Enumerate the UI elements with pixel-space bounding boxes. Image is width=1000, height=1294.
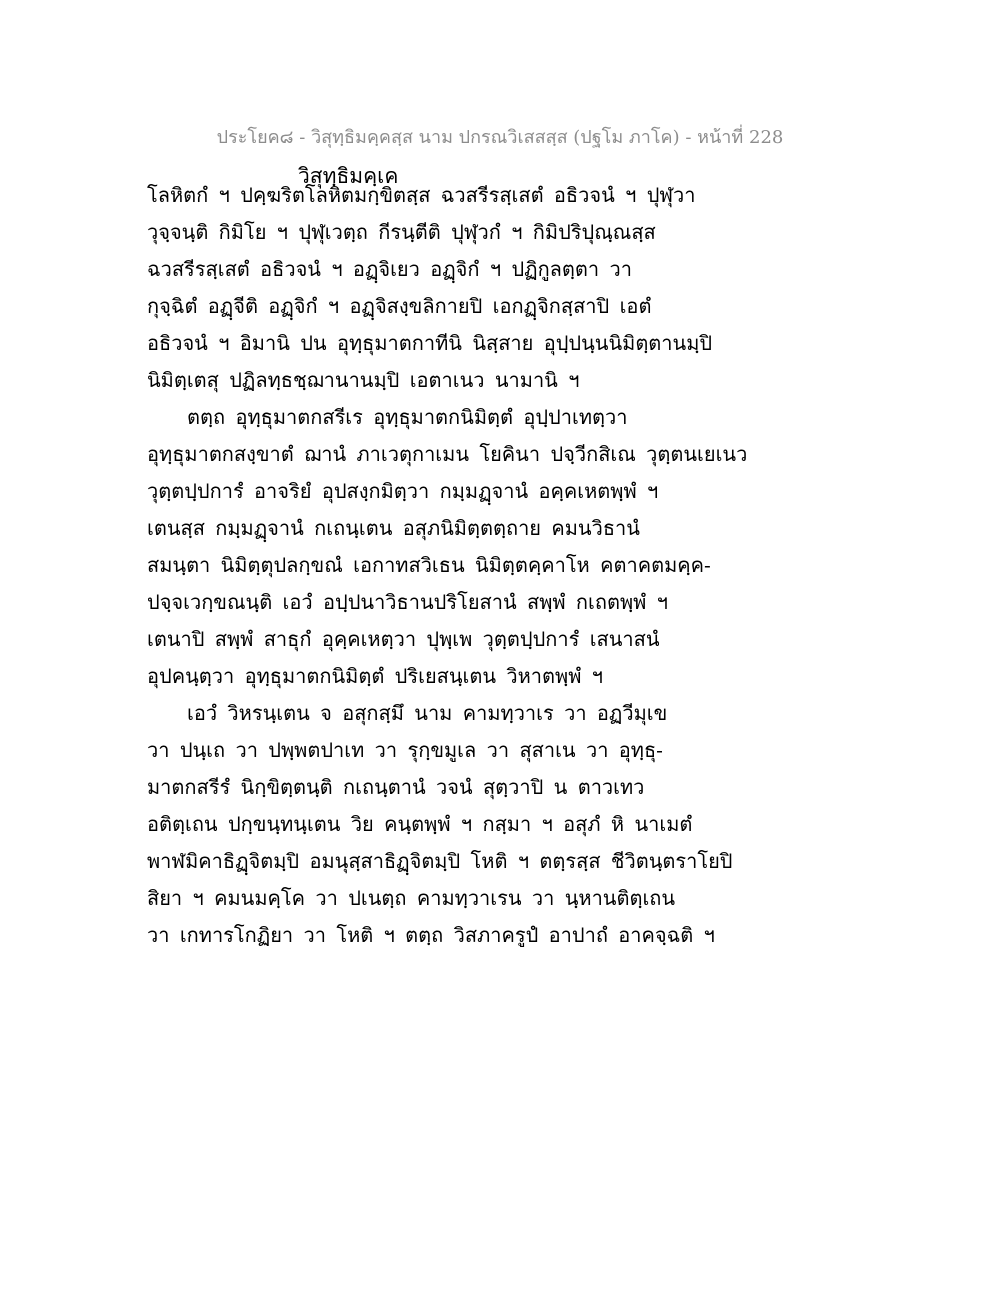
text-line: สิยา ฯ คมนมคฺโค วา ปเนตฺถ คามทฺวาเรน วา นฺหานติตฺเถน: [147, 886, 676, 910]
running-header: ประโยค๘ - วิสุทฺธิมคฺคสฺส นาม ปกรณวิเสสสฺส (ปฐโม ภาโค) - หน้าที่ 228: [216, 127, 784, 148]
text-line: อุทฺธุมาตกสงฺขาตํ ฌานํ ภาเวตุกาเมน โยคินา ปจฺวีกสิเณ วุตฺตนเยเนว: [147, 442, 748, 466]
text-line: เตนาปิ สพฺพํ สาธุกํ อุคฺคเหตฺวา ปุพฺเพ วุตฺตปฺปการํ เสนาสนํ: [147, 627, 660, 651]
text-line: ฉวสรีรสฺเสตํ อธิวจนํ ฯ อฏฺจิเยว อฏฺจิกํ ฯ ปฏิกูลตฺตา วา: [147, 257, 632, 281]
text-line: อุปคนฺตฺวา อุทฺธุมาตกนิมิตฺตํ ปริเยสนฺเตน วิหาตพฺพํ ฯ: [147, 664, 603, 688]
section-title: วิสุทฺธิมคฺเค: [298, 164, 399, 188]
text-line: วา ปนฺเถ วา ปพฺพตปาเท วา รุกฺขมูเล วา สุสาเน วา อุทฺธุ-: [147, 738, 663, 762]
text-line: มาตกสรีรํ นิกฺขิตฺตนฺติ กเถนฺตานํ วจนํ สุตฺวาปิ น ตาวเทว: [147, 775, 645, 799]
text-line: อธิวจนํ ฯ อิมานิ ปน อุทฺธุมาตกาทีนิ นิสฺสาย อุปฺปนฺนนิมิตฺตานมฺปิ: [147, 331, 713, 355]
text-line: วา เกทารโกฏิยา วา โหติ ฯ ตตฺถ วิสภาครูปํ อาปาถํ อาคจฺฉติ ฯ: [147, 923, 715, 947]
text-line: ปจฺจเวกฺขณนฺติ เอวํ อปฺปนาวิธานปริโยสานํ สพฺพํ กเถตพฺพํ ฯ: [147, 590, 668, 614]
text-line: เตนสฺส กมฺมฏฺจานํ กเถนฺเตน อสุภนิมิตฺตตฺถาย คมนวิธานํ: [147, 516, 640, 540]
text-line: พาฬมิคาธิฏฺจิตมฺปิ อมนุสฺสาธิฏฺจิตมฺปิ โหติ ฯ ตตฺรสฺส ชีวิตนฺตราโยปิ: [147, 849, 733, 873]
body-text: [147, 177, 867, 954]
text-line: วุตฺตปฺปการํ อาจริยํ อุปสงฺกมิตฺวา กมฺมฏฺจานํ อคฺคเหตพฺพํ ฯ: [147, 479, 659, 503]
text-line: วุจฺจนฺติ กิมิโย ฯ ปุฬุเวตฺถ กีรนฺตีติ ปุฬุวกํ ฯ กิมิปริปุณฺณสฺส: [147, 220, 656, 244]
text-line: โลหิตกํ ฯ ปคฺฆริตโลหิตมกฺขิตสฺส ฉวสรีรสฺเสตํ อธิวจนํ ฯ ปุฬุวา: [147, 183, 696, 207]
paragraph-first-line: เอวํ วิหรนฺเตน จ อสุกสฺมึ นาม คามทฺวาเร วา อฏวีมุเข: [187, 701, 668, 725]
text-line: อติตฺเถน ปกฺขนฺทนฺเตน วิย คนฺตพฺพํ ฯ กสฺมา ฯ อสุภํ หิ นาเมตํ: [147, 812, 693, 836]
paragraph-first-line: ตตฺถ อุทฺธุมาตกสรีเร อุทฺธุมาตกนิมิตฺตํ อุปฺปาเทตฺวา: [187, 405, 628, 429]
text-line: กุจฺฉิตํ อฏฺจีติ อฏฺจิกํ ฯ อฏฺจิสงฺขลิกายปิ เอกฏฺจิกสฺสาปิ เอตํ: [147, 294, 652, 318]
text-line: สมนฺตา นิมิตฺตุปลกฺขณํ เอกาทสวิเธน นิมิตฺตคฺคาโห คตาคตมคฺค-: [147, 553, 711, 577]
text-line: นิมิตฺเตสุ ปฏิลทฺธชฺฌานานมฺปิ เอตาเนว นามานิ ฯ: [147, 368, 580, 392]
